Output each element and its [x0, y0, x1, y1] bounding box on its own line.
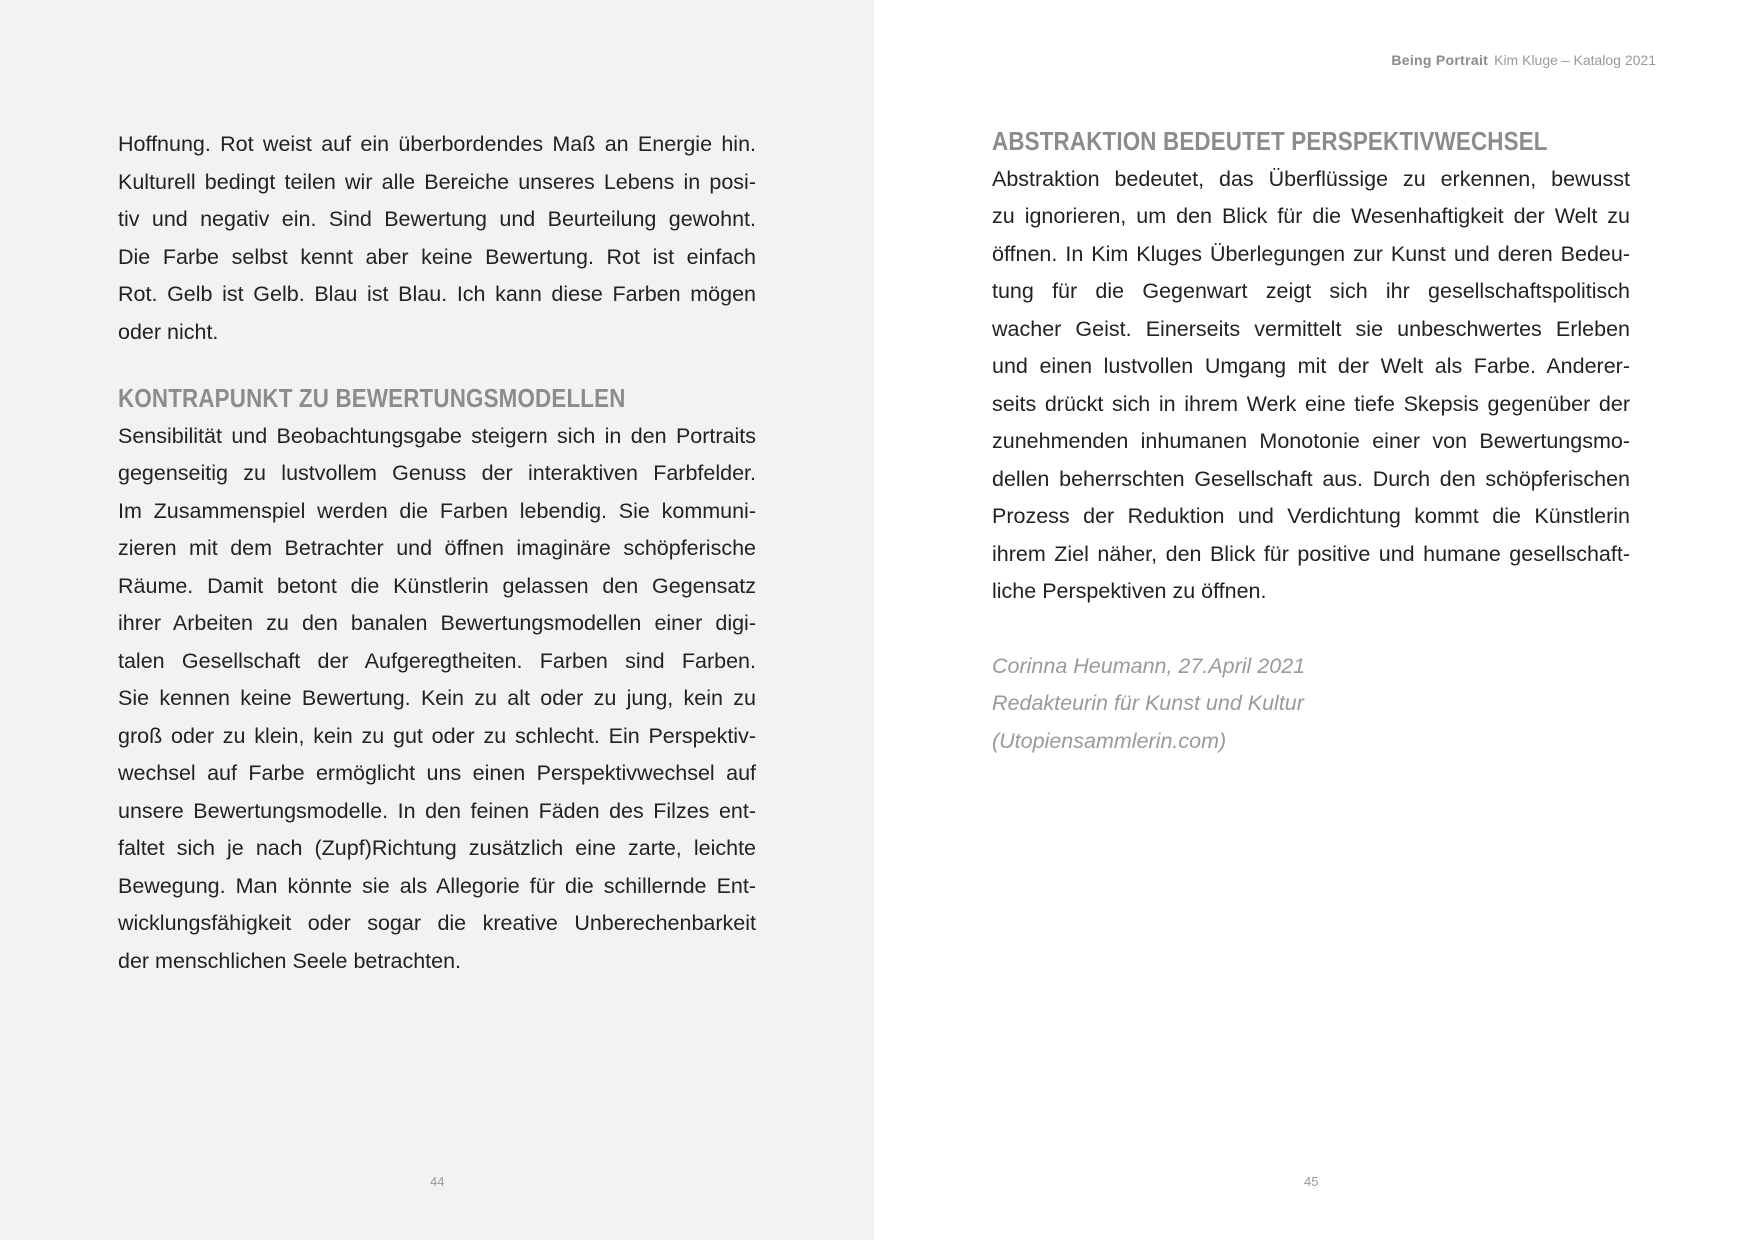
author-signature: [992, 648, 1630, 761]
text-line: öffnen. In Kim Kluges Überlegungen zur Kunst und deren Bedeu-: [992, 241, 1630, 266]
text-line: zu ignorieren, um den Blick für die Wesenhaftigkeit der Welt zu: [992, 204, 1630, 228]
header-subtitle: Kim Kluge – Katalog 2021: [1494, 52, 1656, 68]
header-title: Being Portrait: [1391, 52, 1489, 68]
text-line: Die Farbe selbst kennt aber keine Bewertung. Rot ist einfach: [118, 244, 756, 269]
text-line: oder nicht.: [118, 319, 219, 344]
section-heading: ABSTRAKTION BEDEUTET PERSPEKTIVWECHSEL: [992, 126, 1548, 156]
text-line: der menschlichen Seele betrachten.: [118, 948, 462, 973]
text-line: talen Gesellschaft der Aufgeregtheiten. Farben sind Farben.: [118, 648, 756, 673]
signature-line: Corinna Heumann, 27.April 2021: [992, 653, 1306, 678]
text-line: ihrer Arbeiten zu den banalen Bewertungsmodellen einer digi-: [118, 611, 756, 635]
text-line: ihrem Ziel näher, den Blick für positive und humane gesellschaft-: [992, 541, 1630, 566]
text-line: Kulturell bedingt teilen wir alle Bereiche unseres Lebens in posi-: [118, 169, 756, 194]
right-page: [874, 0, 1748, 1240]
page-number: 45: [1304, 1174, 1319, 1189]
text-line: tung für die Gegenwart zeigt sich ihr gesellschaftspolitisch: [992, 279, 1630, 303]
text-line: wicklungsfähigkeit oder sogar die kreative Unberechenbarkeit: [118, 911, 756, 935]
text-line: Prozess der Reduktion und Verdichtung kommt die Künstlerin: [992, 504, 1630, 528]
right-column: [992, 123, 1630, 760]
text-line: groß oder zu klein, kein zu gut oder zu schlecht. Ein Perspektiv-: [118, 723, 756, 748]
text-line: faltet sich je nach (Zupf)Richtung zusätzlich eine zarte, leichte: [118, 836, 756, 860]
text-line: und einen lustvollen Umgang mit der Welt als Farbe. Anderer-: [992, 354, 1630, 378]
body-paragraph: [992, 161, 1630, 611]
intro-paragraph: [118, 126, 756, 351]
text-line: liche Perspektiven zu öffnen.: [992, 579, 1267, 603]
section-heading: KONTRAPUNKT ZU BEWERTUNGSMODELLEN: [118, 383, 626, 413]
text-line: Abstraktion bedeutet, das Überflüssige zu erkennen, bewusst: [992, 166, 1630, 191]
text-line: tiv und negativ ein. Sind Bewertung und Beurteilung gewohnt.: [118, 207, 756, 231]
text-line: Bewegung. Man könnte sie als Allegorie für die schillernde Ent-: [118, 873, 756, 898]
text-line: Sensibilität und Beobachtungsgabe steigern sich in den Portraits: [118, 423, 756, 448]
left-column: [118, 126, 756, 980]
text-line: Im Zusammenspiel werden die Farben lebendig. Sie kommuni-: [118, 498, 756, 523]
signature-line: Redakteurin für Kunst und Kultur: [992, 691, 1304, 715]
text-line: seits drückt sich in ihrem Werk eine tiefe Skepsis gegenüber der: [992, 391, 1630, 416]
text-line: Hoffnung. Rot weist auf ein überbordendes Maß an Energie hin.: [118, 132, 756, 156]
signature-line: (Utopiensammlerin.com): [992, 728, 1227, 753]
text-line: Sie kennen keine Bewertung. Kein zu alt oder zu jung, kein zu: [118, 686, 756, 710]
text-line: dellen beherrschten Gesellschaft aus. Durch den schöpferischen: [992, 466, 1630, 491]
text-line: wacher Geist. Einerseits vermittelt sie unbeschwertes Erleben: [992, 316, 1630, 341]
text-line: zieren mit dem Betrachter und öffnen imaginäre schöpferische: [118, 536, 756, 560]
text-line: gegenseitig zu lustvollem Genuss der interaktiven Farbfelder.: [118, 461, 756, 485]
running-header: [1391, 52, 1656, 68]
text-line: Rot. Gelb ist Gelb. Blau ist Blau. Ich kann diese Farben mögen: [118, 282, 756, 306]
text-line: unsere Bewertungsmodelle. In den feinen Fäden des Filzes ent-: [118, 798, 756, 823]
text-line: wechsel auf Farbe ermöglicht uns einen Perspektivwechsel auf: [118, 761, 756, 785]
text-line: Räume. Damit betont die Künstlerin gelassen den Gegensatz: [118, 573, 756, 598]
body-paragraph: [118, 418, 756, 981]
text-line: zunehmenden inhumanen Monotonie einer von Bewertungsmo-: [992, 429, 1630, 453]
page-number: 44: [430, 1174, 445, 1189]
